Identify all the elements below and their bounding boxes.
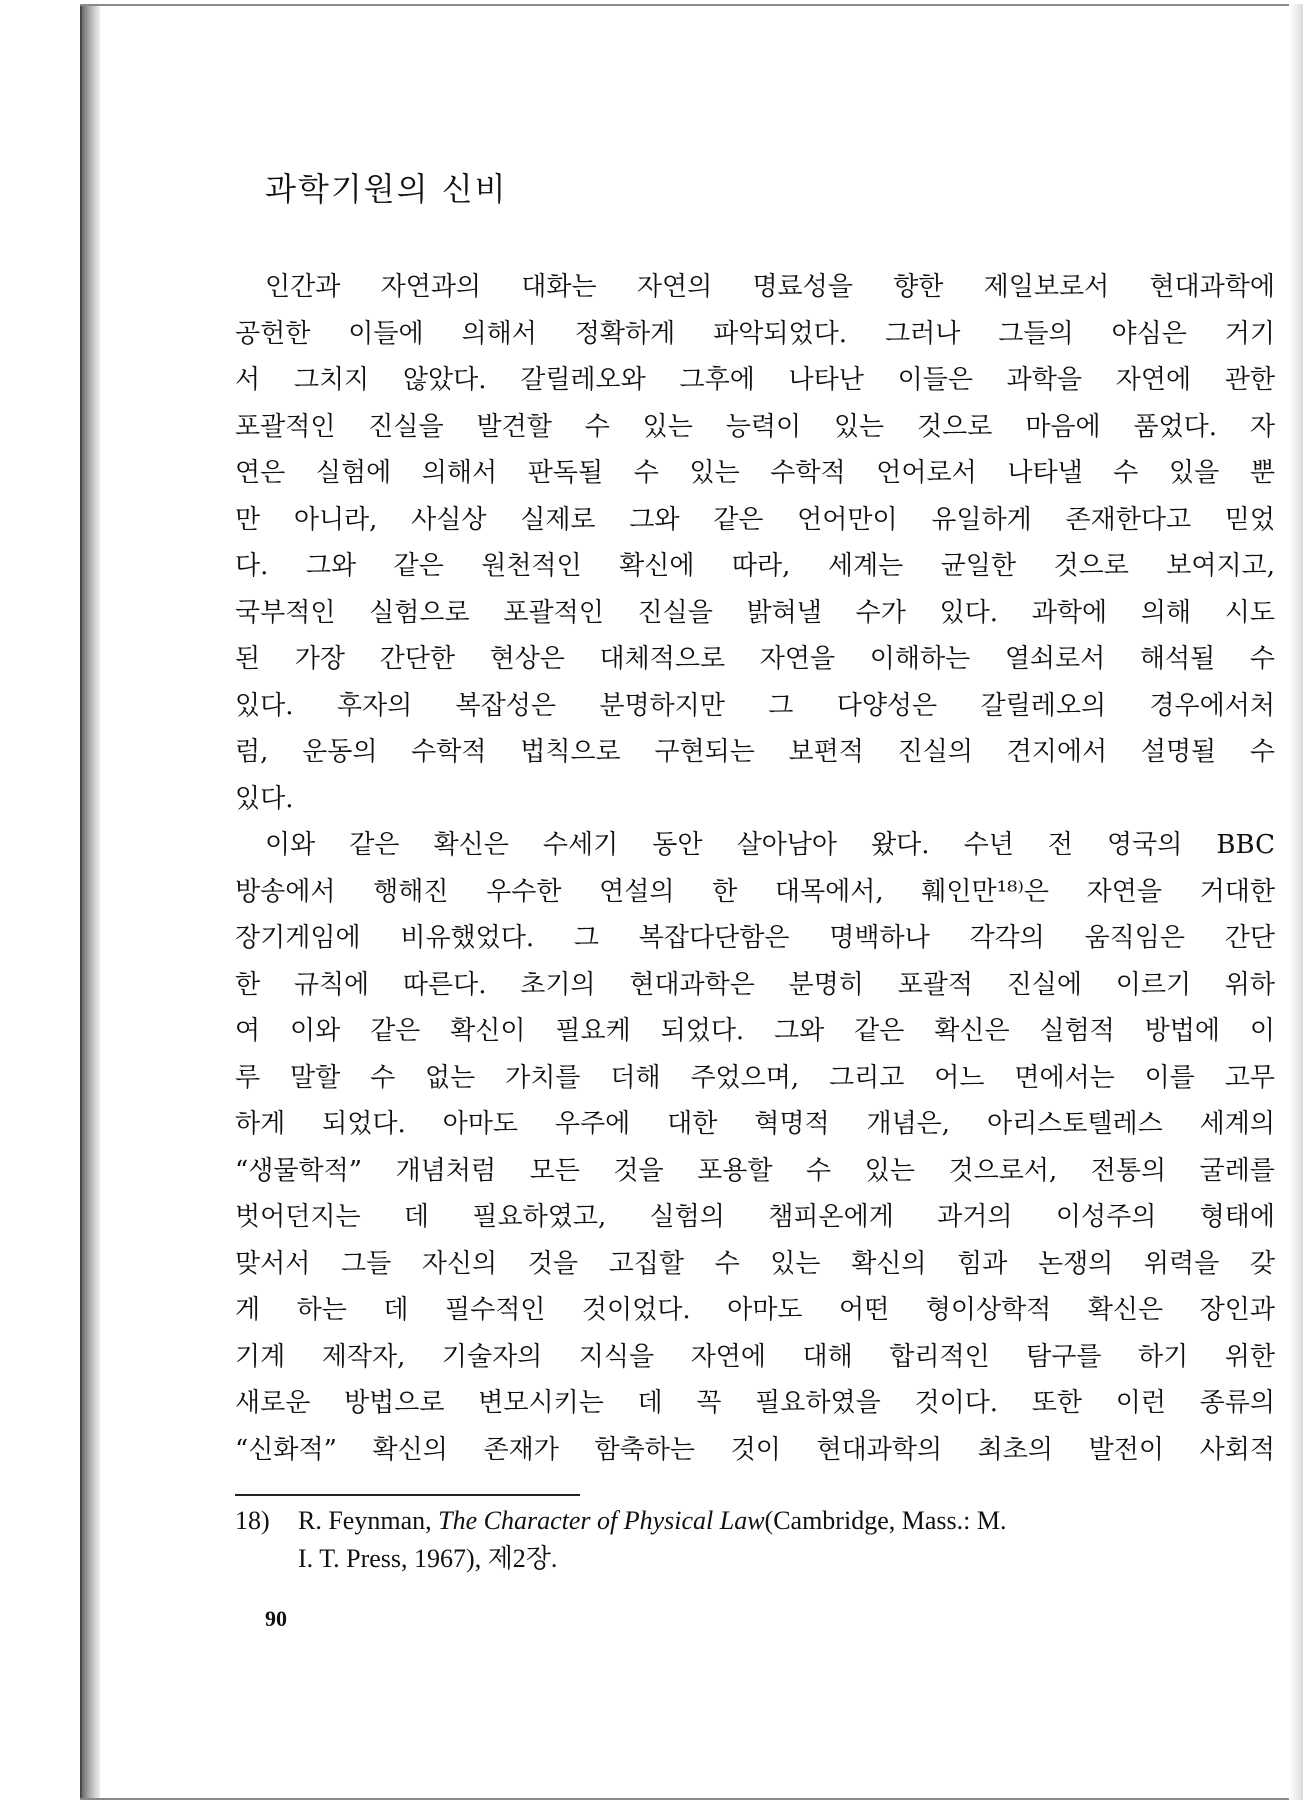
footnote-book-title: The Character of Physical Law — [438, 1506, 765, 1535]
book-page — [100, 6, 1289, 1798]
paragraph-2 — [235, 822, 1275, 1473]
footnote-publisher: (Cambridge, Mass.: M. — [764, 1506, 1007, 1535]
text-line: 연은 실험에 의해서 판독될 수 있는 수학적 언어로서 나타낼 수 있을 뿐 — [235, 458, 1275, 488]
page-right-shadow — [1289, 4, 1303, 1800]
text-line: 있다. — [235, 783, 294, 814]
footnote-divider — [235, 1494, 580, 1496]
text-line: 있다. 후자의 복잡성은 분명하지만 그 다양성은 갈릴레오의 경우에서처 — [235, 690, 1275, 721]
page-spine-edge — [80, 4, 102, 1800]
text-line: 장기게임에 비유했었다. 그 복잡다단함은 명백하나 각각의 움직임은 간단 — [235, 923, 1275, 953]
text-line: 여 이와 같은 확신이 필요케 되었다. 그와 같은 확신은 실험적 방법에 이 — [235, 1016, 1275, 1046]
text-line: 게 하는 데 필수적인 것이었다. 아마도 어떤 형이상학적 확신은 장인과 — [235, 1295, 1275, 1325]
text-line: 된 가장 간단한 현상은 대체적으로 자연을 이해하는 열쇠로서 해석될 수 — [235, 644, 1275, 674]
page-bottom-border — [80, 1798, 1290, 1800]
text-line: 다. 그와 같은 원천적인 확신에 따라, 세계는 균일한 것으로 보여지고, — [235, 551, 1275, 581]
text-line: “신화적” 확신의 존재가 함축하는 것이 현대과학의 최초의 발전이 사회적 — [235, 1434, 1275, 1465]
text-line: 인간과 자연과의 대화는 자연의 명료성을 향한 제일보로서 현대과학에 — [265, 272, 1275, 302]
footnote-line-2: I. T. Press, 1967), 제2장. — [298, 1544, 558, 1573]
footnote-marker: 18) — [235, 1506, 270, 1535]
text-line: 하게 되었다. 아마도 우주에 대한 혁명적 개념은, 아리스토텔레스 세계의 — [235, 1109, 1275, 1139]
text-line: 방송에서 행해진 우수한 연설의 한 대목에서, 훼인만¹⁸⁾은 자연을 거대한 — [235, 876, 1275, 907]
text-line: 국부적인 실험으로 포괄적인 진실을 밝혀낼 수가 있다. 과학에 의해 시도 — [235, 597, 1275, 628]
paragraph-1 — [235, 264, 1275, 822]
text-line: 벗어던지는 데 필요하였고, 실험의 챔피온에게 과거의 이성주의 형태에 — [235, 1202, 1275, 1232]
text-line: 루 말할 수 없는 가치를 더해 주었으며, 그리고 어느 면에서는 이를 고무 — [235, 1062, 1275, 1093]
footnote-line-1 — [235, 1502, 1275, 1540]
text-line: 럼, 운동의 수학적 법칙으로 구현되는 보편적 진실의 견지에서 설명될 수 — [235, 737, 1275, 767]
body-text — [235, 264, 1275, 1473]
text-line: 기계 제작자, 기술자의 지식을 자연에 대해 합리적인 탐구를 하기 위한 — [235, 1341, 1275, 1372]
footnote-author: R. Feynman, — [298, 1506, 432, 1535]
chapter-title: 과학기원의 신비 — [265, 170, 508, 208]
text-line: 포괄적인 진실을 발견할 수 있는 능력이 있는 것으로 마음에 품었다. 자 — [235, 411, 1275, 442]
text-line: 새로운 방법으로 변모시키는 데 꼭 필요하였을 것이다. 또한 이런 종류의 — [235, 1388, 1275, 1418]
text-line: 만 아니라, 사실상 실제로 그와 같은 언어만이 유일하게 존재한다고 믿었 — [235, 504, 1275, 535]
text-line: 한 규칙에 따른다. 초기의 현대과학은 분명히 포괄적 진실에 이르기 위하 — [235, 969, 1275, 1000]
text-line: “생물학적” 개념처럼 모든 것을 포용할 수 있는 것으로서, 전통의 굴레를 — [235, 1155, 1275, 1186]
text-line: 공헌한 이들에 의해서 정확하게 파악되었다. 그러나 그들의 야심은 거기 — [235, 318, 1275, 349]
text-line: 이와 같은 확신은 수세기 동안 살아남아 왔다. 수년 전 영국의 BBC — [265, 830, 1275, 860]
text-line: 서 그치지 않았다. 갈릴레오와 그후에 나타난 이들은 과학을 자연에 관한 — [235, 365, 1275, 395]
page-number: 90 — [265, 1606, 287, 1631]
footnote — [235, 1502, 1275, 1578]
text-line: 맞서서 그들 자신의 것을 고집할 수 있는 확신의 힘과 논쟁의 위력을 갖 — [235, 1248, 1275, 1279]
